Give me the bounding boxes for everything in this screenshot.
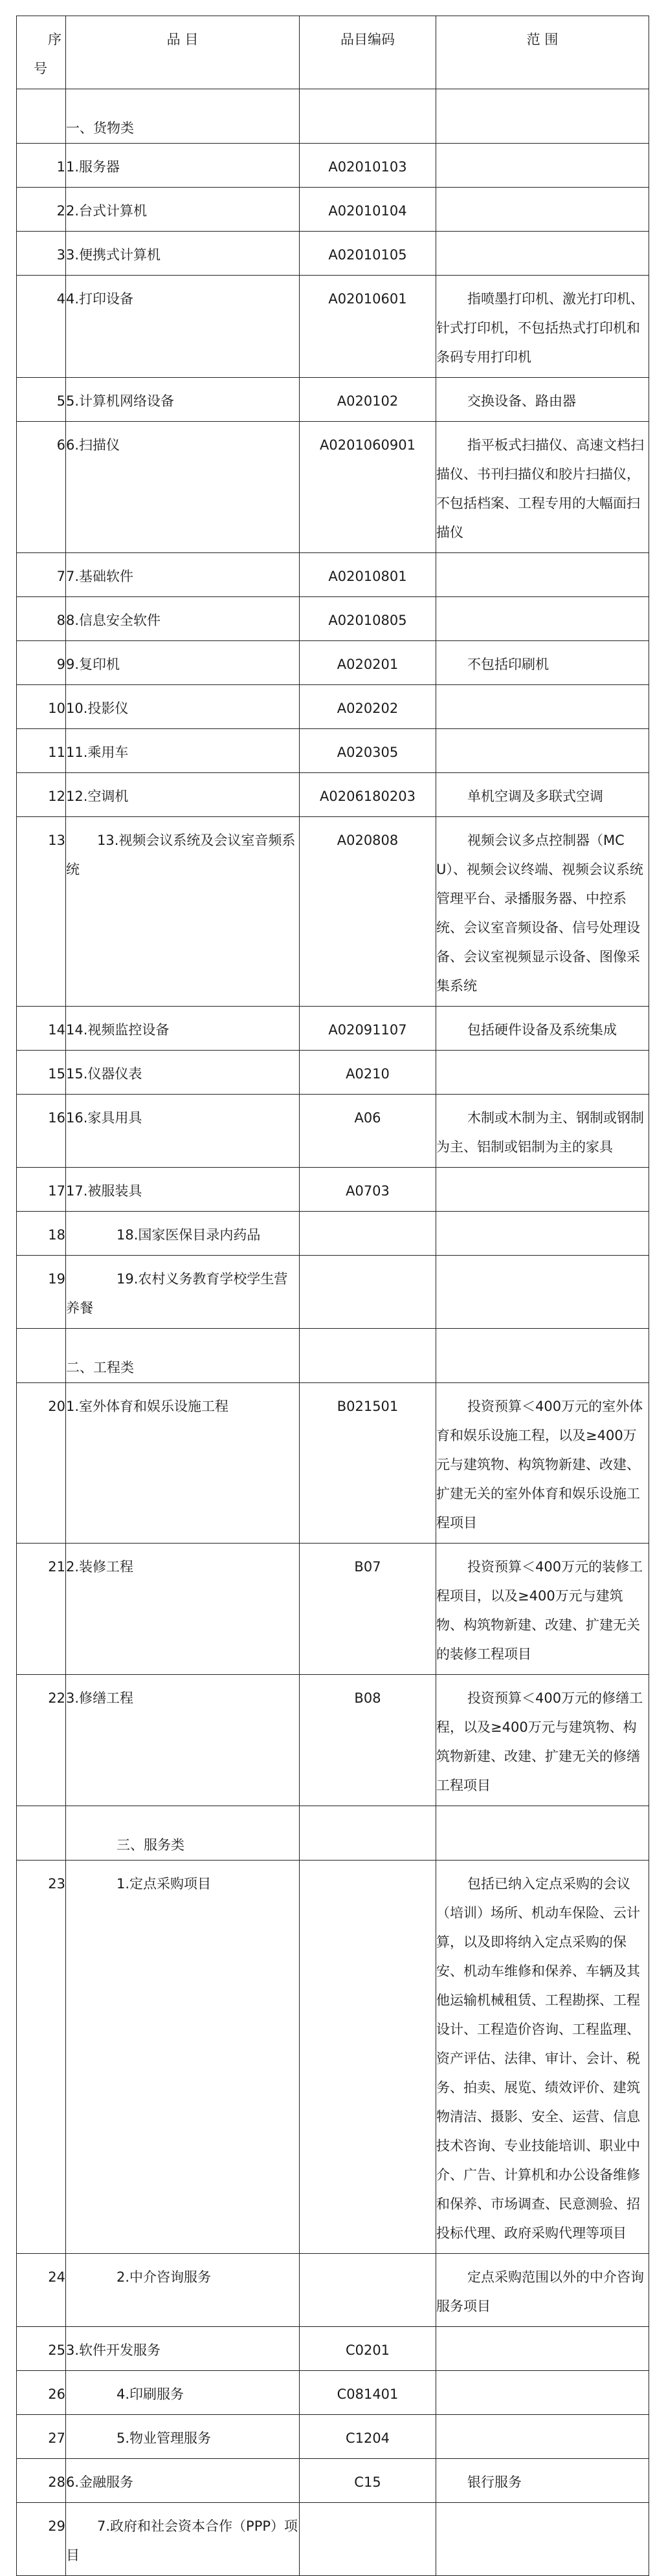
seq-cell: 19 bbox=[17, 1256, 66, 1329]
item-name-cell: 2.装修工程 bbox=[66, 1544, 300, 1675]
code-cell bbox=[300, 1329, 436, 1383]
table-row bbox=[17, 1861, 649, 2254]
item-name-cell: 16.家具用具 bbox=[66, 1095, 300, 1168]
seq-cell: 4 bbox=[17, 276, 66, 378]
seq-cell: 23 bbox=[17, 1861, 66, 2254]
table-row bbox=[17, 641, 649, 685]
item-name-cell: 7.政府和社会资本合作（PPP）项目 bbox=[66, 2503, 300, 2576]
item-code-cell: A02010105 bbox=[300, 232, 436, 276]
table-row bbox=[17, 188, 649, 232]
scope-cell: 视频会议多点控制器（MCU）、视频会议终端、视频会议系统管理平台、录播服务器、中控系统、会议室音频设备、信号处理设备、会议室视频显示设备、图像采集系统 bbox=[436, 817, 649, 1007]
seq-cell bbox=[17, 89, 66, 144]
item-code-cell bbox=[300, 1256, 436, 1329]
item-name-cell: 3.软件开发服务 bbox=[66, 2327, 300, 2371]
seq-cell: 14 bbox=[17, 1007, 66, 1051]
seq-cell: 13 bbox=[17, 817, 66, 1007]
scope-cell bbox=[436, 2327, 649, 2371]
table-row bbox=[17, 378, 649, 422]
seq-cell: 18 bbox=[17, 1212, 66, 1256]
scope-cell: 包括已纳入定点采购的会议（培训）场所、机动车保险、云计算，以及即将纳入定点采购的保安、机动车维修和保养、车辆及其他运输机械租赁、工程勘探、工程设计、工程造价咨询、工程监理、资产评估、法律、审计、会计、税务、拍卖、展览、绩效评价、建筑物清洁、摄影、安全、运营、信息技术咨询、专业技能培训、职业中介、广告、计算机和办公设备维修和保养、市场调查、民意测验、招投标代理、政府采购代理等项目 bbox=[436, 1861, 649, 2254]
seq-cell: 28 bbox=[17, 2459, 66, 2503]
scope-cell: 投资预算＜400万元的室外体育和娱乐设施工程，以及≥400万元与建筑物、构筑物新建、改建、扩建无关的室外体育和娱乐设施工程项目 bbox=[436, 1383, 649, 1544]
table-row bbox=[17, 1168, 649, 1212]
table-row bbox=[17, 1675, 649, 1806]
seq-cell: 27 bbox=[17, 2415, 66, 2459]
item-code-cell: A020808 bbox=[300, 817, 436, 1007]
table-row bbox=[17, 1095, 649, 1168]
table-row bbox=[17, 2254, 649, 2327]
item-name-cell: 7.基础软件 bbox=[66, 553, 300, 597]
table-row bbox=[17, 597, 649, 641]
seq-cell: 20 bbox=[17, 1383, 66, 1544]
item-name-cell: 9.复印机 bbox=[66, 641, 300, 685]
item-code-cell bbox=[300, 1212, 436, 1256]
item-code-cell: C15 bbox=[300, 2459, 436, 2503]
table-row bbox=[17, 1007, 649, 1051]
table-row bbox=[17, 2415, 649, 2459]
item-name-cell: 8.信息安全软件 bbox=[66, 597, 300, 641]
scope-cell bbox=[436, 2415, 649, 2459]
item-name-cell: 5.物业管理服务 bbox=[66, 2415, 300, 2459]
code-cell bbox=[300, 89, 436, 144]
item-name-cell: 1.定点采购项目 bbox=[66, 1861, 300, 2254]
section-row-services bbox=[17, 1806, 649, 1861]
scope-cell bbox=[436, 1051, 649, 1095]
item-name-cell: 2.中介咨询服务 bbox=[66, 2254, 300, 2327]
table-row bbox=[17, 2459, 649, 2503]
seq-cell: 21 bbox=[17, 1544, 66, 1675]
item-name-cell: 13.视频会议系统及会议室音频系统 bbox=[66, 817, 300, 1007]
scope-cell: 指平板式扫描仪、高速文档扫描仪、书刊扫描仪和胶片扫描仪，不包括档案、工程专用的大幅面扫描仪 bbox=[436, 422, 649, 553]
item-name-cell: 5.计算机网络设备 bbox=[66, 378, 300, 422]
scope-cell: 投资预算＜400万元的装修工程项目，以及≥400万元与建筑物、构筑物新建、改建、扩建无关的装修工程项目 bbox=[436, 1544, 649, 1675]
table-row bbox=[17, 817, 649, 1007]
item-name-cell: 4.打印设备 bbox=[66, 276, 300, 378]
seq-cell: 22 bbox=[17, 1675, 66, 1806]
section-row-goods bbox=[17, 89, 649, 144]
item-code-cell: B07 bbox=[300, 1544, 436, 1675]
seq-cell: 24 bbox=[17, 2254, 66, 2327]
scope-cell: 银行服务 bbox=[436, 2459, 649, 2503]
scope-cell bbox=[436, 1212, 649, 1256]
seq-cell: 11 bbox=[17, 729, 66, 773]
item-code-cell: C0201 bbox=[300, 2327, 436, 2371]
scope-cell bbox=[436, 597, 649, 641]
seq-cell bbox=[17, 1806, 66, 1861]
code-cell bbox=[300, 1806, 436, 1861]
item-name-cell: 17.被服装具 bbox=[66, 1168, 300, 1212]
table-row bbox=[17, 276, 649, 378]
range-cell bbox=[436, 89, 649, 144]
scope-cell bbox=[436, 1256, 649, 1329]
scope-cell bbox=[436, 729, 649, 773]
header-seq-line1: 序 bbox=[48, 32, 61, 47]
table-row bbox=[17, 773, 649, 817]
scope-cell: 定点采购范围以外的中介咨询服务项目 bbox=[436, 2254, 649, 2327]
item-code-cell: A0201060901 bbox=[300, 422, 436, 553]
seq-cell: 7 bbox=[17, 553, 66, 597]
item-code-cell: A0206180203 bbox=[300, 773, 436, 817]
scope-cell bbox=[436, 188, 649, 232]
scope-cell: 投资预算＜400万元的修缮工程，以及≥400万元与建筑物、构筑物新建、改建、扩建无关的修缮工程项目 bbox=[436, 1675, 649, 1806]
item-code-cell: A02010104 bbox=[300, 188, 436, 232]
item-name-cell: 15.仪器仪表 bbox=[66, 1051, 300, 1095]
seq-cell: 1 bbox=[17, 144, 66, 188]
table-row bbox=[17, 1544, 649, 1675]
section-title: 一、货物类 bbox=[66, 89, 300, 144]
item-code-cell: C1204 bbox=[300, 2415, 436, 2459]
scope-cell bbox=[436, 685, 649, 729]
procurement-catalog-table bbox=[16, 16, 649, 2576]
item-code-cell bbox=[300, 2254, 436, 2327]
seq-cell: 15 bbox=[17, 1051, 66, 1095]
item-code-cell: A02010103 bbox=[300, 144, 436, 188]
table-row bbox=[17, 553, 649, 597]
seq-cell: 3 bbox=[17, 232, 66, 276]
item-name-cell: 6.金融服务 bbox=[66, 2459, 300, 2503]
section-row-engineering bbox=[17, 1329, 649, 1383]
table-row bbox=[17, 422, 649, 553]
item-name-cell: 3.便携式计算机 bbox=[66, 232, 300, 276]
seq-cell: 5 bbox=[17, 378, 66, 422]
section-title: 二、工程类 bbox=[66, 1329, 300, 1383]
scope-cell bbox=[436, 2371, 649, 2415]
item-name-cell: 14.视频监控设备 bbox=[66, 1007, 300, 1051]
item-name-cell: 4.印刷服务 bbox=[66, 2371, 300, 2415]
seq-cell: 16 bbox=[17, 1095, 66, 1168]
item-code-cell: A06 bbox=[300, 1095, 436, 1168]
table-row bbox=[17, 1256, 649, 1329]
table-header-row bbox=[17, 16, 649, 89]
item-code-cell: B08 bbox=[300, 1675, 436, 1806]
table-row bbox=[17, 2371, 649, 2415]
seq-cell bbox=[17, 1329, 66, 1383]
section-title: 三、服务类 bbox=[66, 1806, 300, 1861]
seq-cell: 12 bbox=[17, 773, 66, 817]
item-code-cell: B021501 bbox=[300, 1383, 436, 1544]
item-name-cell: 11.乘用车 bbox=[66, 729, 300, 773]
item-name-cell: 1.室外体育和娱乐设施工程 bbox=[66, 1383, 300, 1544]
item-name-cell: 1.服务器 bbox=[66, 144, 300, 188]
seq-cell: 6 bbox=[17, 422, 66, 553]
table-row bbox=[17, 1383, 649, 1544]
table-row bbox=[17, 1051, 649, 1095]
table-row bbox=[17, 144, 649, 188]
item-name-cell: 19.农村义务教育学校学生营养餐 bbox=[66, 1256, 300, 1329]
seq-cell: 9 bbox=[17, 641, 66, 685]
range-cell bbox=[436, 1329, 649, 1383]
seq-cell: 26 bbox=[17, 2371, 66, 2415]
header-item-code: 品目编码 bbox=[300, 16, 436, 89]
scope-cell: 单机空调及多联式空调 bbox=[436, 773, 649, 817]
item-name-cell: 6.扫描仪 bbox=[66, 422, 300, 553]
item-code-cell: A020202 bbox=[300, 685, 436, 729]
item-code-cell: A02010601 bbox=[300, 276, 436, 378]
item-code-cell: A020305 bbox=[300, 729, 436, 773]
scope-cell: 不包括印刷机 bbox=[436, 641, 649, 685]
item-code-cell: A02091107 bbox=[300, 1007, 436, 1051]
header-item-name: 品 目 bbox=[66, 16, 300, 89]
item-code-cell: A02010805 bbox=[300, 597, 436, 641]
scope-cell: 交换设备、路由器 bbox=[436, 378, 649, 422]
scope-cell: 木制或木制为主、钢制或钢制为主、铝制或铝制为主的家具 bbox=[436, 1095, 649, 1168]
item-code-cell: A0703 bbox=[300, 1168, 436, 1212]
item-name-cell: 12.空调机 bbox=[66, 773, 300, 817]
item-name-cell: 2.台式计算机 bbox=[66, 188, 300, 232]
seq-cell: 25 bbox=[17, 2327, 66, 2371]
seq-cell: 17 bbox=[17, 1168, 66, 1212]
scope-cell bbox=[436, 1168, 649, 1212]
table-row bbox=[17, 729, 649, 773]
item-code-cell: A0210 bbox=[300, 1051, 436, 1095]
scope-cell: 包括硬件设备及系统集成 bbox=[436, 1007, 649, 1051]
item-code-cell bbox=[300, 1861, 436, 2254]
range-cell bbox=[436, 1806, 649, 1861]
table-row bbox=[17, 2327, 649, 2371]
item-code-cell: C081401 bbox=[300, 2371, 436, 2415]
seq-cell: 29 bbox=[17, 2503, 66, 2576]
item-code-cell: A02010801 bbox=[300, 553, 436, 597]
header-seq bbox=[17, 16, 66, 89]
header-scope: 范 围 bbox=[436, 16, 649, 89]
table-row bbox=[17, 232, 649, 276]
item-name-cell: 18.国家医保目录内药品 bbox=[66, 1212, 300, 1256]
scope-cell: 指喷墨打印机、激光打印机、针式打印机，不包括热式打印机和条码专用打印机 bbox=[436, 276, 649, 378]
scope-cell bbox=[436, 144, 649, 188]
item-code-cell: A020102 bbox=[300, 378, 436, 422]
header-seq-line2: 号 bbox=[34, 61, 47, 76]
scope-cell bbox=[436, 232, 649, 276]
seq-cell: 8 bbox=[17, 597, 66, 641]
scope-cell bbox=[436, 553, 649, 597]
item-name-cell: 10.投影仪 bbox=[66, 685, 300, 729]
item-code-cell: A020201 bbox=[300, 641, 436, 685]
table-row bbox=[17, 685, 649, 729]
item-name-cell: 3.修缮工程 bbox=[66, 1675, 300, 1806]
table-row bbox=[17, 1212, 649, 1256]
seq-cell: 2 bbox=[17, 188, 66, 232]
seq-cell: 10 bbox=[17, 685, 66, 729]
